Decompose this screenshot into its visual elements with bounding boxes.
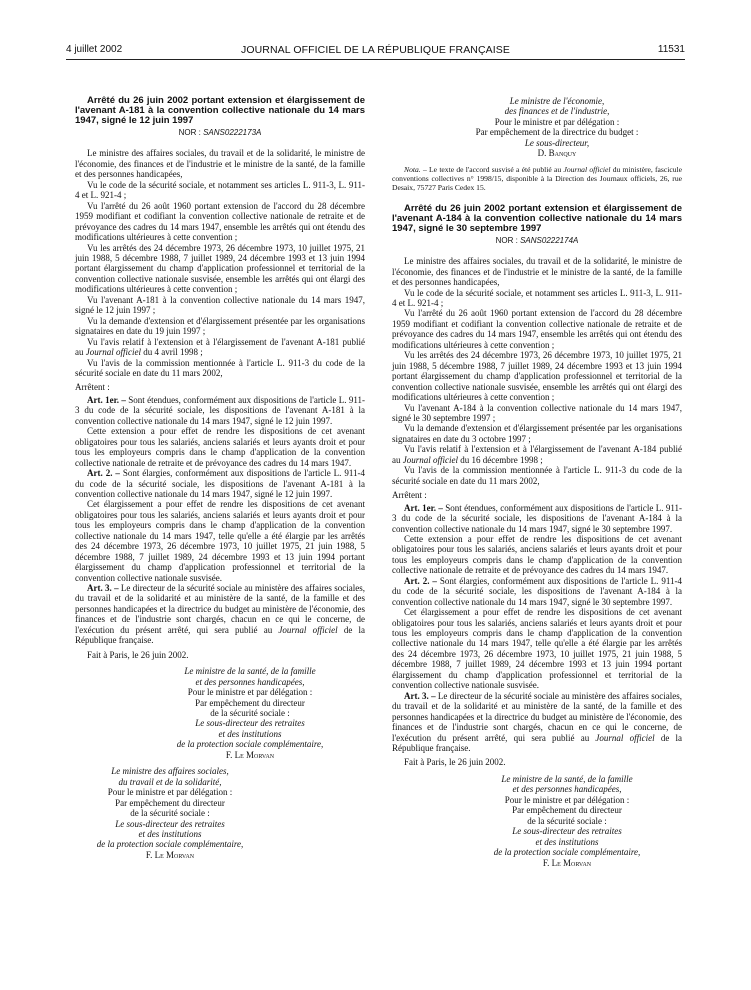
article-1-effect: Cette extension a pour effet de rendre les dispositions de cet avenant obligatoires pour tous les salariés, anciens salariés et leurs ayants droit et pour tous les employeurs compris dans le champ d'application de la convention collective nationale de retraite et de prévoyance des cadres du 14 mars 1947.: [75, 426, 365, 468]
signature-line: et des institutions: [138, 829, 202, 839]
article-3-text: Le directeur de la sécurité sociale au ministère des affaires sociales, du travail et de la solidarité et au ministère de la santé, de la famille et des personnes handicapées et la directrice du budget au ministère de l'économie, des finances et de l'industrie sont chargés, chacun en ce qui le concerne, de l'exécution du présent arrêté, qui sera publié au: [392, 690, 682, 743]
nor-reference: [392, 236, 682, 246]
nor-code: SANS0222174A: [520, 235, 579, 245]
signature-line: et des institutions: [535, 836, 599, 847]
visa-1: Vu le code de la sécurité sociale, et notamment ses articles L. 911-3, L. 911-4 et L. 921-4 ;: [75, 179, 365, 201]
article-1-effect: Cette extension a pour effet de rendre les dispositions de cet avenant obligatoires pour tous les salariés, anciens salariés et leurs ayants droit et pour tous les employeurs compris dans le champ d'application de la convention collective nationale de retraite et de prévoyance des cadres du 14 mars 1947.: [392, 533, 682, 576]
signature-line: Le sous-directeur,: [524, 137, 590, 148]
article-3-end: de la République française.: [75, 624, 366, 646]
signature-block-sante: [135, 666, 365, 760]
article-3: [392, 691, 682, 754]
signature-line: de la sécurité sociale :: [130, 808, 210, 819]
signature-block-economie: [432, 96, 682, 159]
article-2-effect: Cet élargissement a pour effet de rendre les dispositions de cet avenant obligatoires pour tous les salariés, anciens salariés et leurs ayants droit et pour tous les employeurs compris dans le champ d'application de la convention collective nationale du 14 mars 1947, telle qu'elle a été élargie par les arrêtés des 24 décembre 1973, 26 décembre 1973, 10 juillet 1975, 21 juin 1988, 5 décembre 1988, 7 juillet 1989, 24 décembre 1993 et 13 juin 1994 portant élargissement du champ d'application professionnel et territorial de la convention collective nationale susvisée.: [392, 607, 682, 691]
article-2-label: Art. 2. –: [87, 468, 120, 479]
article-1-text: Sont étendues, conformément aux dispositions de l'article L. 911-3 du code de la sécurité sociale, les dispositions de l'avenant A-184 à la convention collective nationale du 14 mars 1947, signé le 30 septembre 1997.: [392, 502, 682, 534]
signature-line: Pour le ministre et par délégation :: [107, 787, 233, 798]
header-date: 4 juillet 2002: [66, 44, 123, 55]
article-2: [75, 468, 365, 499]
signature-line: Pour le ministre et par délégation :: [494, 116, 620, 127]
fait-a-paris: Fait à Paris, le 26 juin 2002.: [87, 649, 189, 660]
visa-5: Vu la demande d'extension et d'élargissement présentée par les organisations signataires en date du 19 juin 1997 ;: [75, 315, 365, 337]
visa-2: Vu l'arrêté du 26 août 1960 portant extension de l'accord du 28 décembre 1959 modifiant et codifiant la convention collective nationale de retraite et de prévoyance des cadres du 14 mars 1947, ensemble les arrêtés qui ont étendu des modifications ultérieures à cette convention ;: [392, 308, 682, 350]
visa-6-text: Vu l'avis relatif à l'extension et à l'élargissement de l'avenant A-181 publié au: [75, 336, 365, 358]
visa-7: Vu l'avis de la commission mentionnée à l'article L. 911-3 du code de la sécurité sociale en date du 11 mars 2002,: [392, 465, 682, 486]
decree-title-a181: Arrêté du 26 juin 2002 portant extension et élargissement de l'avenant A-181 à la convention collective nationale du 14 mars 1947, signé le 12 juin 1997: [75, 95, 365, 126]
visa-4: Vu l'avenant A-184 à la convention collective nationale du 14 mars 1947, signé le 30 septembre 1997 ;: [392, 402, 682, 423]
journal-officiel-ref: Journal officiel: [85, 347, 141, 358]
header-rule: [66, 59, 685, 60]
signature-line: Par empêchement du directeur: [512, 805, 622, 816]
article-2-text: Sont élargies, conformément aux dispositions de l'article L. 911-4 du code de la sécurité sociale, les dispositions de l'avenant A-181 à la convention collective nationale du 14 mars 1947, signé le 12 juin 1997.: [75, 468, 365, 499]
article-2: [392, 576, 682, 607]
signature-line: Par empêchement du directeur: [195, 697, 305, 708]
arretent-heading: Arrêtent :: [75, 382, 110, 393]
signature-line: et des institutions: [218, 728, 282, 739]
arretent-heading: Arrêtent :: [392, 490, 427, 501]
nota: [392, 165, 682, 192]
article-1-label: Art. 1er. –: [404, 502, 443, 513]
signature-line: de la protection sociale complémentaire,: [493, 847, 641, 858]
signature-line: Le ministre de la santé, de la famille: [184, 666, 316, 677]
journal-officiel-ref: Journal officiel: [278, 624, 338, 635]
signature-block-affaires-sociales: [75, 766, 265, 860]
nota-text-end: du ministère, fascicule conventions collectives n° 1998/15, disponible à la Direction des Journaux officiels, 26, rue Desaix, 75727 Paris Cedex 15.: [392, 164, 682, 192]
header-journal-title: JOURNAL OFFICIEL DE LA RÉPUBLIQUE FRANÇAISE: [241, 44, 510, 56]
right-column: [392, 96, 682, 868]
signature-line: du travail et de la solidarité,: [118, 776, 222, 787]
article-1-text: Sont étendues, conformément aux dispositions de l'article L. 911-3 du code de la sécurité sociale, les dispositions de l'avenant A-181 à la convention collective nationale du 14 mars 1947, signé le 12 juin 1997.: [75, 394, 365, 426]
journal-officiel-ref: Journal officiel: [402, 454, 458, 465]
journal-officiel-ref: Journal officiel: [595, 732, 655, 743]
visa-6-text: Vu l'avis relatif à l'extension et à l'élargissement de l'avenant A-184 publié au: [392, 444, 682, 465]
preamble: Le ministre des affaires sociales, du travail et de la solidarité, le ministre de l'économie, des finances et de l'industrie et le ministre de la santé, de la famille et des personnes handicapées,: [75, 148, 365, 180]
visa-6-date: du 16 décembre 1998 ;: [460, 454, 543, 465]
article-3-label: Art. 3. –: [404, 690, 436, 701]
signature-line: Le sous-directeur des retraites: [512, 826, 622, 837]
left-column: [75, 96, 365, 860]
article-1: [392, 503, 682, 534]
signature-block-sante: [452, 774, 682, 868]
signature-line: Le sous-directeur des retraites: [195, 718, 305, 729]
signature-line: de la sécurité sociale :: [210, 708, 290, 719]
article-1-label: Art. 1er. –: [87, 394, 126, 405]
signature-line: de la protection sociale complémentaire,: [176, 739, 324, 750]
signature-line: Le ministre de l'économie,: [509, 96, 605, 106]
signature-line: Le sous-directeur des retraites: [115, 818, 225, 829]
nor-label: NOR :: [495, 235, 518, 245]
nor-label: NOR :: [178, 128, 201, 137]
signature-line: Le ministre des affaires sociales,: [111, 766, 229, 777]
visa-2: Vu l'arrêté du 26 août 1960 portant extension de l'accord du 28 décembre 1959 modifiant et codifiant la convention collective nationale de retraite et de prévoyance des cadres du 14 mars 1947, ensemble les arrêtés qui ont étendu des modifications ultérieures à cette convention ;: [75, 200, 365, 243]
article-3-end: de la République française.: [392, 732, 683, 754]
article-2-text: Sont élargies, conformément aux dispositions de l'article L. 911-4 du code de la sécurité sociale, les dispositions de l'avenant A-184 à la convention collective nationale du 14 mars 1947, signé le 30 septembre 1997.: [392, 575, 682, 607]
signatory-name: F. Le Morvan: [145, 849, 195, 860]
preamble: Le ministre des affaires sociales, du travail et de la solidarité, le ministre de l'économie, des finances et de l'industrie et le ministre de la santé, de la famille et des personnes handicapées,: [392, 256, 682, 288]
article-3-text: Le directeur de la sécurité sociale au ministère des affaires sociales, du travail et de la solidarité et au ministère de la santé, de la famille et des personnes handicapées et la directrice du budget au ministère de l'économie, des finances et de l'industrie sont chargés, chacun en ce qui le concerne, de l'exécution du présent arrêté, qui sera publié au: [75, 583, 365, 635]
page-header: [66, 44, 685, 58]
nor-code: SANS0222173A: [203, 128, 262, 137]
signature-line: et des personnes handicapées,: [512, 784, 622, 795]
signature-line: de la sécurité sociale :: [527, 815, 607, 826]
nota-text: Le texte de l'accord susvisé a été publié au: [429, 164, 562, 174]
visa-6: [75, 337, 365, 358]
visa-3: Vu les arrêtés des 24 décembre 1973, 26 décembre 1973, 10 juillet 1975, 21 juin 1988, 5 décembre 1988, 7 juillet 1989, 24 décembre 1993 et 13 juin 1994 portant élargissement du champ d'application professionnel et territorial de la convention collective nationale susvisée, ensemble les arrêtés qui ont élargi des modifications ultérieures à cette convention ;: [75, 242, 365, 295]
signature-line: et des personnes handicapées,: [195, 676, 305, 687]
visa-6: [392, 444, 682, 465]
visa-5: Vu la demande d'extension et d'élargissement présentée par les organisations signataires en date du 3 octobre 1997 ;: [392, 423, 682, 444]
visa-4: Vu l'avenant A-181 à la convention collective nationale du 14 mars 1947, signé le 12 juin 1997 ;: [75, 294, 365, 316]
visa-3: Vu les arrêtés des 24 décembre 1973, 26 décembre 1973, 10 juillet 1975, 21 juin 1988, 5 décembre 1988, 7 juillet 1989, 24 décembre 1993 et 13 juin 1994 portant élargissement du champ d'application professionnel et territorial de la convention collective nationale susvisée, ensemble les arrêtés qui ont élargi des modifications ultérieures à cette convention ;: [392, 350, 682, 403]
visa-7: Vu l'avis de la commission mentionnée à l'article L. 911-3 du code de la sécurité sociale en date du 11 mars 2002,: [75, 357, 365, 378]
signature-line: Par empêchement de la directrice du budget :: [475, 127, 639, 138]
signature-line: Par empêchement du directeur: [115, 797, 225, 808]
decree-title-a184: Arrêté du 26 juin 2002 portant extension et élargissement de l'avenant A-184 à la convention collective nationale du 14 mars 1947, signé le 30 septembre 1997: [392, 202, 682, 234]
journal-officiel-ref: Journal officiel: [563, 164, 611, 174]
article-1: [75, 395, 365, 426]
visa-1: Vu le code de la sécurité sociale, et notamment ses articles L. 911-3, L. 911-4 et L. 921-4 ;: [392, 287, 682, 308]
header-page-number: 11531: [657, 44, 685, 55]
signature-line: des finances et de l'industrie,: [504, 106, 610, 117]
article-3: [75, 583, 365, 646]
signatory-name: F. Le Morvan: [542, 857, 592, 868]
signatory-name: F. Le Morvan: [225, 749, 275, 760]
nota-label: Nota. –: [404, 164, 427, 174]
signatory-name: D. Banquy: [537, 148, 577, 159]
signature-line: Pour le ministre et par délégation :: [504, 794, 630, 805]
article-2-effect: Cet élargissement a pour effet de rendre les dispositions de cet avenant obligatoires pour tous les salariés, anciens salariés et leurs ayants droit et pour tous les employeurs compris dans le champ d'application de la convention collective nationale du 14 mars 1947, telle qu'elle a été élargie par les arrêtés des 24 décembre 1973, 26 décembre 1973, 10 juillet 1975, 21 juin 1988, 5 décembre 1988, 7 juillet 1989, 24 décembre 1993 et 13 juin 1994 portant élargissement du champ d'application professionnel et territorial de la convention collective nationale susvisée.: [75, 499, 365, 583]
article-2-label: Art. 2. –: [404, 575, 437, 586]
signature-line: Le ministre de la santé, de la famille: [501, 773, 633, 784]
article-3-label: Art. 3. –: [87, 583, 119, 594]
visa-6-date: du 4 avril 1998 ;: [143, 347, 203, 358]
signature-line: de la protection sociale complémentaire,: [96, 839, 244, 850]
fait-a-paris: Fait à Paris, le 26 juin 2002.: [404, 757, 506, 768]
signature-line: Pour le ministre et par délégation :: [187, 687, 313, 698]
nor-reference: [75, 128, 365, 138]
